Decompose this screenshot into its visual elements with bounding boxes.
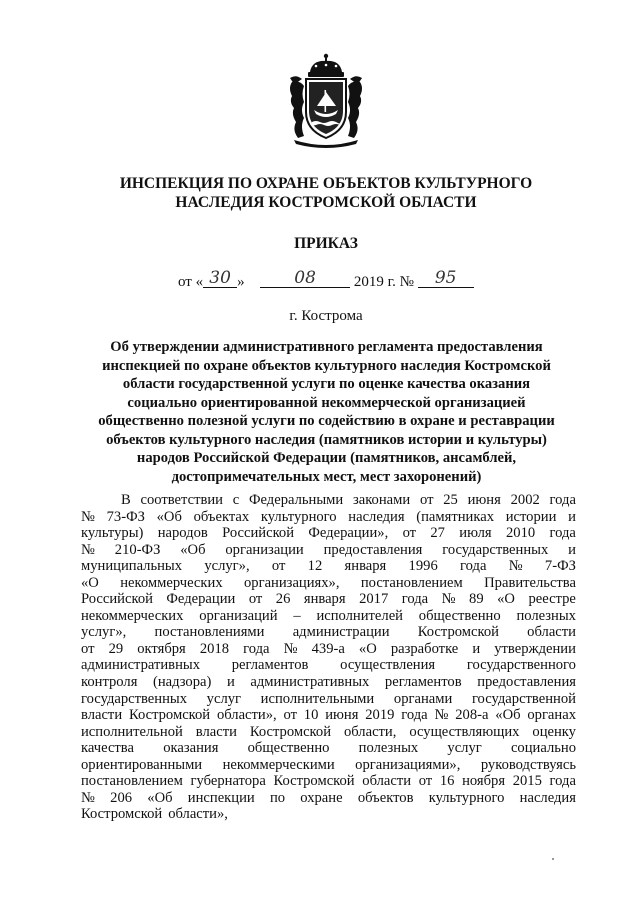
body-word: руководствуясь: [480, 756, 576, 773]
body-word: №: [441, 591, 456, 608]
body-word: власти: [81, 707, 123, 724]
body-word: услуг»,: [81, 624, 127, 641]
body-line: [81, 707, 576, 724]
body-word: законами: [352, 492, 411, 508]
body-word: июня: [467, 492, 501, 508]
body-line: [81, 674, 576, 691]
body-word: государственных: [442, 541, 549, 558]
body-word: №: [434, 707, 449, 724]
body-word: 2015: [512, 773, 542, 790]
body-word: 25: [443, 492, 458, 508]
body-word: административных: [81, 657, 200, 674]
body-word: «О: [497, 591, 515, 608]
body-word: некоммерческими: [222, 756, 335, 773]
body-word: года: [549, 525, 576, 542]
kostroma-coat-of-arms-icon: [286, 52, 366, 150]
body-word: года: [401, 707, 428, 724]
body-line: [81, 492, 576, 509]
body-word: от: [419, 492, 434, 508]
body-word: Российской: [81, 591, 153, 608]
body-word: Федеральными: [248, 492, 344, 508]
order-subject: [88, 338, 565, 486]
body-line: [81, 740, 576, 757]
body-word: №: [81, 789, 95, 806]
body-word: 12: [307, 558, 323, 575]
body-word: культуры): [81, 525, 144, 542]
body-word: охране: [300, 789, 343, 806]
body-line: [81, 806, 576, 823]
body-word: администрации: [292, 624, 390, 641]
body-word: Костромской: [417, 624, 499, 641]
body-word: инспекции: [187, 789, 255, 806]
body-word: июля: [459, 525, 492, 542]
body-word: от: [248, 591, 263, 608]
body-line: [81, 790, 576, 807]
body-word: В: [121, 492, 131, 508]
body-line: [81, 608, 576, 625]
body-word: государственного: [466, 657, 576, 674]
body-word: января: [344, 558, 387, 575]
body-word: июня: [325, 707, 359, 724]
body-line: [81, 757, 576, 774]
body-word: постановлением: [81, 773, 183, 790]
body-word: некоммерческих: [81, 607, 184, 624]
document-type-heading: ПРИКАЗ: [294, 235, 358, 252]
subject-line: инспекцией по охране объектов культурного наследия Костромской: [102, 357, 551, 374]
body-word: услуг: [206, 690, 242, 707]
body-word: «Об: [147, 789, 173, 806]
subject-line: социально ориентированной некоммерческой организацией: [127, 394, 526, 411]
body-word: января: [303, 591, 346, 608]
body-word: власти: [195, 723, 237, 740]
body-word: 16: [439, 773, 455, 790]
body-line: [81, 641, 576, 658]
body-word: Костромской: [273, 773, 355, 790]
body-word: –: [293, 607, 301, 624]
day-field: [203, 269, 237, 288]
body-word: «О: [358, 640, 377, 657]
body-word: полезных: [358, 740, 419, 757]
body-word: осуществляющих: [409, 723, 520, 740]
subject-line: области государственной услуги по оценке качества оказания: [122, 376, 531, 392]
body-word: государственной: [471, 690, 576, 707]
body-word: реестре: [528, 591, 576, 608]
year-and-number-label: 2019 г. №: [353, 274, 414, 290]
body-word: 439-а: [311, 640, 345, 657]
body-word: (памятниках: [416, 508, 495, 525]
body-word: и: [226, 674, 235, 691]
body-word: области: [527, 624, 576, 641]
handwritten-number: 95: [434, 268, 457, 288]
body-word: общественно: [418, 607, 501, 624]
body-word: года: [549, 492, 576, 508]
handwritten-day: 30: [209, 268, 231, 288]
body-word: предоставления: [477, 674, 576, 691]
body-word: 210-ФЗ: [114, 541, 161, 558]
body-word: №: [508, 558, 523, 575]
body-word: организациями»,: [355, 756, 461, 773]
body-word: 2010: [505, 525, 536, 542]
body-word: от: [283, 707, 297, 724]
number-field: [418, 269, 474, 288]
body-word: от: [418, 773, 433, 790]
body-word: наследия: [519, 789, 576, 806]
body-word: органами: [393, 690, 453, 707]
subject-line: объектов культурного наследия (памятников истории и культуры): [106, 431, 547, 448]
body-word: муниципальных: [81, 558, 183, 575]
body-word: 27: [430, 525, 445, 542]
body-word: исполнителей: [316, 607, 403, 624]
month-field: [260, 269, 350, 288]
body-word: исполнительной: [81, 723, 183, 740]
body-word: года: [549, 773, 576, 790]
body-word: года: [460, 558, 487, 575]
body-word: по: [269, 789, 286, 806]
body-word: Российской: [222, 525, 295, 542]
body-word: контроля: [81, 674, 138, 691]
body-word: октября: [137, 640, 186, 657]
body-line: [81, 657, 576, 674]
body-word: качества: [81, 740, 134, 757]
body-line: [81, 724, 576, 741]
subject-line: общественно полезной услуги по содействию в охране и реставрации: [98, 413, 555, 429]
body-line: [81, 691, 576, 708]
body-word: 10: [303, 707, 319, 724]
body-word: регламентов: [384, 674, 462, 691]
body-word: года: [401, 591, 429, 608]
body-word: 89: [469, 591, 484, 608]
body-word: 2017: [359, 591, 389, 608]
body-word: оказания: [163, 740, 219, 757]
body-word: 29: [108, 640, 124, 657]
body-line: [81, 525, 576, 542]
subject-line: достопримечательных мест, мест захоронений): [171, 468, 482, 485]
body-word: 208-а: [455, 707, 489, 724]
body-word: административных: [250, 674, 370, 691]
body-word: культурного: [428, 789, 505, 806]
body-word: наследия: [348, 508, 405, 525]
body-word: №: [283, 640, 298, 657]
body-line: [81, 624, 576, 641]
body-word: Костромской: [81, 806, 163, 823]
agency-title-line: НАСЛЕДИЯ КОСТРОМСКОЙ ОБЛАСТИ: [175, 194, 477, 211]
body-line: [81, 575, 576, 592]
body-line: [81, 542, 576, 559]
body-word: услуг»,: [204, 558, 250, 575]
body-word: от: [402, 525, 417, 542]
body-line: [81, 591, 576, 608]
body-word: истории: [505, 508, 557, 525]
body-word: года: [243, 640, 270, 657]
date-close-quote: »: [237, 274, 245, 290]
handwritten-month: 08: [294, 268, 316, 288]
body-word: 206: [110, 789, 133, 806]
city-line: г. Кострома: [289, 308, 363, 324]
body-line: [81, 558, 576, 575]
body-word: 2019: [365, 707, 395, 724]
order-date-number-line: [178, 269, 474, 293]
body-word: «Об: [495, 707, 521, 724]
body-word: ноября: [462, 773, 506, 790]
body-word: организации: [225, 541, 304, 558]
body-word: (надзора): [153, 674, 212, 691]
order-preamble-text: [81, 492, 576, 823]
body-word: области»,: [216, 707, 277, 724]
body-word: ориентированными: [81, 756, 203, 773]
body-word: постановлениями: [154, 624, 265, 641]
body-word: и: [568, 508, 576, 525]
body-word: осуществления: [340, 657, 436, 674]
body-word: №: [81, 541, 95, 558]
body-word: общественно: [247, 740, 330, 757]
subject-line: Об утверждении административного регламента предоставления: [110, 339, 543, 355]
body-word: объектов: [357, 789, 414, 806]
body-line: [81, 773, 576, 790]
scan-speck: [552, 858, 554, 860]
body-word: объектах: [193, 508, 250, 525]
body-word: Федерации: [166, 591, 236, 608]
body-line: [81, 509, 576, 526]
agency-title-line: ИНСПЕКЦИЯ ПО ОХРАНЕ ОБЪЕКТОВ КУЛЬТУРНОГО: [119, 175, 533, 192]
body-word: Костромской: [128, 707, 211, 724]
body-word: и: [472, 640, 481, 657]
body-word: «О: [81, 574, 99, 591]
body-word: 2002: [510, 492, 540, 508]
body-word: губернатора: [190, 773, 266, 790]
body-word: области,: [343, 723, 397, 740]
body-word: «Об: [156, 508, 182, 525]
body-word: разработке: [390, 640, 459, 657]
body-word: 26: [275, 591, 291, 608]
body-word: органах: [527, 707, 576, 724]
body-word: с: [232, 492, 240, 508]
body-word: оценку: [532, 723, 576, 740]
body-word: 7-ФЗ: [544, 558, 576, 575]
body-word: и: [568, 541, 576, 558]
agency-title: [60, 174, 592, 212]
body-word: исполнительными: [260, 690, 375, 707]
body-word: 73-ФЗ: [106, 508, 145, 525]
body-word: 2018: [199, 640, 230, 657]
body-word: от: [271, 558, 286, 575]
body-word: культурного: [260, 508, 337, 525]
body-word: от: [81, 640, 95, 657]
body-word: социально: [510, 740, 576, 757]
body-word: области: [362, 773, 412, 790]
body-word: области»,: [168, 806, 228, 823]
body-word: №: [81, 508, 95, 525]
body-word: утверждении: [494, 640, 576, 657]
body-word: 1996: [408, 558, 438, 575]
subject-line: народов Российской Федерации (памятников, ансамблей,: [136, 450, 517, 466]
body-word: Федерации»,: [308, 525, 389, 542]
body-word: Правительства: [484, 574, 576, 591]
date-prefix: от «: [178, 274, 204, 290]
body-word: услуг: [447, 740, 482, 757]
body-word: некоммерческих: [120, 574, 223, 591]
body-word: организаций: [199, 607, 278, 624]
body-word: Костромской: [249, 723, 332, 740]
body-word: соответствии: [140, 492, 223, 508]
body-word: «Об: [180, 541, 206, 558]
body-word: государственных: [81, 690, 188, 707]
body-word: предоставления: [323, 541, 423, 558]
body-word: полезных: [516, 607, 576, 624]
body-word: регламентов: [231, 657, 309, 674]
body-word: народов: [157, 525, 208, 542]
body-word: организациях»,: [244, 574, 340, 591]
body-word: постановлением: [360, 574, 463, 591]
